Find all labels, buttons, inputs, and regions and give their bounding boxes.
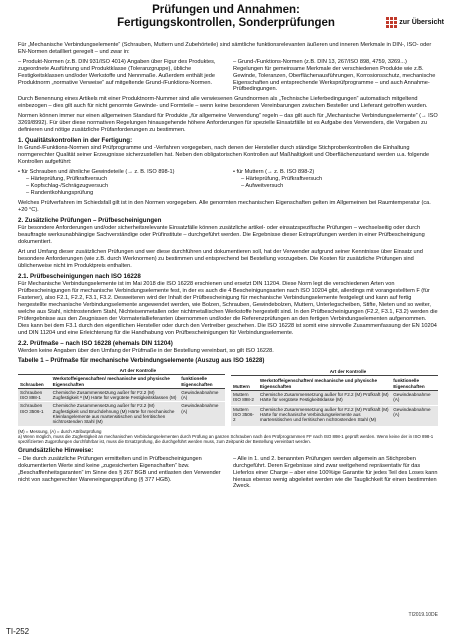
table-cell: Gewindeabnahme (A) [179,402,225,426]
table-header: Art der Kontrolle [258,367,438,376]
table-header: Muttern [231,375,258,390]
document-code: TI2019.10DE [408,612,438,618]
list-item: – Randentkohlungsprüfung [26,189,94,196]
bolts-checks [18,169,223,197]
norm-types [18,59,438,94]
list-item: – Kopfschlag-/Schrägzugversuch [26,183,109,189]
paragraph-3: Normen können immer nur einen allgemeinen Standard für Produkte „für allgemeine Verwendung“ regeln – das gilt auch für „Mechanische Verbindungselemente“ (→ ISO 3269/8992). Für über diese normativen Regelungen hinausgehende höhere Anforderungen für spezielle Einsatzfälle ist es Aufgabe des Verwenders, die Vorgaben zu definieren und nötige zusätzliche Prüfanforderungen zu bestimmen. [18,113,438,133]
table-header: Art der Kontrolle [51,367,225,375]
list-item: – Härteprüfung, Prüfkraftversuch [26,176,108,183]
list-item: – Aufweitversuch [241,183,284,189]
table-row [18,388,225,402]
test-scope-tables [18,367,438,427]
section-2-title: 2. Zusätzliche Prüfungen – Prüfbescheinigungen [18,216,162,224]
bolts-table [18,367,225,427]
section-21-text: Für Mechanische Verbindungselemente ist im Mai 2018 die ISO 16228 erschienen und ersetzt DIN 11204. Diese Norm legt die verschiedenen Arten von Prüfbescheinigungen für mechanische Verbindungselemente fest, in der es auch die 4 Bescheinigungsarten nach ISO 10204 gibt, allerdings mit vorangestelltem F (für Fastener), also F2.1, F2.2, F3.1, F3.2. Desweiteren wird der Inhalt der Prüfbescheinigung für mechanische Verbindungselemente festgelegt und kann auf fertig hergestellte mechanische Verbindungselemente angewendet werden, wie Bolzen, Schrauben, Gewindebolzen, Muttern, Unterlegscheiben, Stifte, Nieten und so weiter, welche aus Stahl, nichtrostendem Stahl, Nichteisenmetallen oder nichtmetallischen Werkstoffe hergestellt sind. In den Prüfbescheinigungen (F2.2, F3.1, F3.2) werden die Prüfergebnisse aus den Zeugnissen der Vormateriallieferanten übernommen und/oder die Referenzprüfungen an den fertigen Verbindungselementen aufgenommen. Dies kann bei dem F3.1 durch den eigentlichen Hersteller oder durch den Vertreiber geschehen. Die ISO 16228 ist somit eine sinnvolle Zusammenfassung der EN 10204 und DIN 11204 und eine Erleichterung für die Handhabung von Prüfbescheinigungen für Verbindungselemente. [18,281,438,336]
product-norms-text: – Produkt-Normen (z.B. DIN 931/ISO 4014) Angaben über Figur des Produktes, zugeordnete Ausführung und Produktklasse (Toleranzgruppe), übliche Festigkeitsklassen und/oder Werkstoffe und Nennmaße. Außerdem enthält jede Produktnorm „normative Verweise“ auf mitgeltende Grund-/Funktions-Normen. [18,58,216,86]
section-1-title: 1. Qualitätskontrollen in der Fertigung: [18,136,133,144]
basic-note-right: – Alle in 1. und 2. benannten Prüfungen werden allgemein an Stichproben durchgeführt. Deren Ergebnisse sind zwar weitgehend repräsentativ für das Lieferlos einer Charge – aber eine 100%ige Garantie für jedes Teil des Loses kann hieraus ebenso wenig abgeleitet werden wie die Tauglichkeit für einen bestimmten Zweck. [233,455,438,490]
table-header: Werkstoffeigenschaften/ mechanische und physische Eigenschaften [258,375,391,390]
list-item: – Härteprüfung, Prüfkraftversuch [241,176,323,183]
document-body [18,42,438,493]
overview-label: zur Übersicht [399,19,444,26]
table-note: (M) = Messung, (A) = durch Attributprüfung [18,428,102,434]
table-header: Werkstoffeigenschaften/ mechanische und physische Eigenschaften [51,375,180,389]
table-cell: Schrauben ISO 3506-1 [18,402,51,426]
table-cell: Gewindeabnahme (A) [179,388,225,402]
section-21-title: 2.1. Prüfbescheinigungen nach ISO 16228 [18,272,141,280]
table-cell: Gewindeabnahme (A) [391,405,438,426]
table-notes [18,429,438,445]
nuts-checks [233,169,438,197]
section-22-text: Werden keine Angaben über den Umfang der Prüfmaße in der Bestellung vereinbart, so gilt ISO 16228. [18,348,274,355]
section-1-text: In Grund-/Funktions-Normen sind Prüfprogramme und -Verfahren vorgegeben, nach denen der Hersteller durch ständige Stichprobenkontrollen die Einhaltung normgerechter Qualität seiner Erzeugnisse sicherzustellen hat. Neben den obligatorischen Kontrollen auf Maßhaltigkeit und Oberflächenzustand werden u.a. folgende Kontrollen aufgeführt: [18,145,430,166]
basic-note-left: – Die durch zusätzliche Prüfungen ermittelten und in Prüfbescheinigungen dokumentierten Werte sind keine „zugesicherten Eigenschaften“ bzw. „Beschaffenheitsgaranten“ im Sinne des § 267 BGB und entlasten den Verwender nicht von sachgerechter Wareneingangsprüfung (§ 377 HGB). [18,455,221,483]
list-item: • für Muttern (→ z. B. ISO 898-2) [233,169,315,176]
table-header: funktionelle Eigenschaften [391,375,438,390]
table-cell: Chemische Zusammensetzung außer für F2.2 (M) Zugfestigkeit und Bruchdehnung (M) Härte für mechanische Kleinlangelemente aus martensitischen und ferritischen nichtrostenden Stahl (M) [51,402,180,426]
table-cell: Muttern ISO 3506-2 [231,405,258,426]
table-cell: Chemische Zusammensetzung außer für F2.2 (M) Zugfestigkeit ᵃ (M) Härte für vergütete Festigkeitsklassen (M) [51,388,180,402]
section-2-text-2: Art und Umfang dieser zusätzlichen Prüfungen und wer diese durchführen und dokumentieren soll, hat der Verwender aufgrund seiner Kenntnisse über Einsatz und besondere Anforderungen (wie z.B. durch Werknormen) zu bestimmen und entsprechend bei Bestellung vorzugeben. Die Kosten für zusätzliche Prüfungen sind üblicherweise nicht im Produktpreis enthalten. [18,248,423,269]
basic-notes-title: Grundsätzliche Hinweise: [18,447,94,455]
overview-link[interactable] [386,17,444,28]
section-22-title: 2.2. Prüfmaße – nach ISO 16228 (ehemals DIN 11204) [18,339,173,347]
table-row [231,405,438,426]
grid-icon [386,17,397,28]
table-cell: Schrauben ISO 898-1 [18,388,51,402]
intro-paragraph: Für „Mechanische Verbindungselemente“ (Schrauben, Muttern und Zubehörteile) sind sämtliche funktionsrelevanten äußeren und inneren Merkmale in DIN-, ISO- oder EN-Normen detailliert geregelt – und zwar in: [18,42,432,55]
paragraph-2: Durch Benennung eines Artikels mit einer Produktnorm-Nummer sind alle verwiesenen Grundnormen als „Technische Lieferbedingungen“ automatisch mitgeltend einbezogen – dies gilt auch für nicht genormte Gewinde- und Formteile – wenn keine besonderen Vereinbarungen zwischen Besteller und Lieferant getroffen wurden. [18,96,428,110]
table-cell: Chemische Zusammensetzung außer für F2.2 (M) Prüfkraft (M) Härte für vergütete Festigkeitsklasse (M) [258,390,391,405]
page-number: TI-252 [6,627,30,636]
basic-norms-text: – Grund-/Funktions-Normen (z.B. DIN 13, 267/ISO 898, 4759, 3269...) Regelungen für gemeinsame Merkmale der verschiedenen Produkte wie z.B. Gewinde, Toleranzen, Oberflächenausführungen, Korrosionsschutz, mechanische Eigenschaften und entsprechende Werksprüfprogramme – und auch Annahme-Prüfbedingungen. [233,58,436,93]
table-header: funktionelle Eigenschaften [179,375,225,389]
section-2-text-1: Für besondere Anforderungen und/oder sicherheitsrelevante Einsatzfälle können zusätzliche artikel- oder einsatzspezifische Prüfungen – wechselseitig oder durch beauftragte werksunabhängige Sachverständige oder Prüfinstitute – durchgeführt werden. Die Ergebnisse dieser Extraprüfungen werden in einer Prüfbescheinigung dokumentiert. [18,225,425,246]
section-1-lists [18,169,438,197]
table-header: Schrauben [18,375,51,389]
page-title-line1: Prüfungen und Annahmen: [152,4,300,16]
table-note: a) Wenn möglich, muss die Zugfestigkeit an mechanischen Verbindungselementen durch Prüfung an ganzen Schrauben nach den Prüfprogrammen FF nach ISO 898-1 geprüft werden. Wenn keine der in ISO 898-1 spezifizierten Zugprüfungen durchführbar ist, muss die Ersatzprüfung, die durchgeführt werden muss, zum Zeitpunkt der Bestellung vereinbart werden. [18,433,434,444]
list-item: • für Schrauben und ähnliche Gewindeteile (→ z. B. ISO 898-1) [18,169,175,176]
page-title-line2: Fertigungskontrollen, Sonderprüfungen [117,17,335,29]
table-cell: Muttern ISO 898-2 [231,390,258,405]
table-row [18,402,225,426]
section-1-after: Welches Prüfverfahren im Schiedsfall gilt ist in den Normen vorgegeben. Alle genormten mechanischen Eigenschaften gelten im Allgemeinen bei Raumtemperatur (ca. +20 °C). [18,199,431,213]
table-cell: Chemische Zusammensetzung außer für F2.2 (M) Prüfkraft (M) Härte für mechanische Verbindungselemente aus martensitischen und ferritischen nichtrostenden Stahl (M) [258,405,391,426]
table-cell: Gewindeabnahme (A) [391,390,438,405]
basic-notes [18,456,438,491]
table-caption: Tabelle 1 – Prüfmaße für mechanische Verbindungselemente (Auszug aus ISO 16228) [18,357,265,364]
nuts-table [231,367,438,427]
table-row [231,390,438,405]
